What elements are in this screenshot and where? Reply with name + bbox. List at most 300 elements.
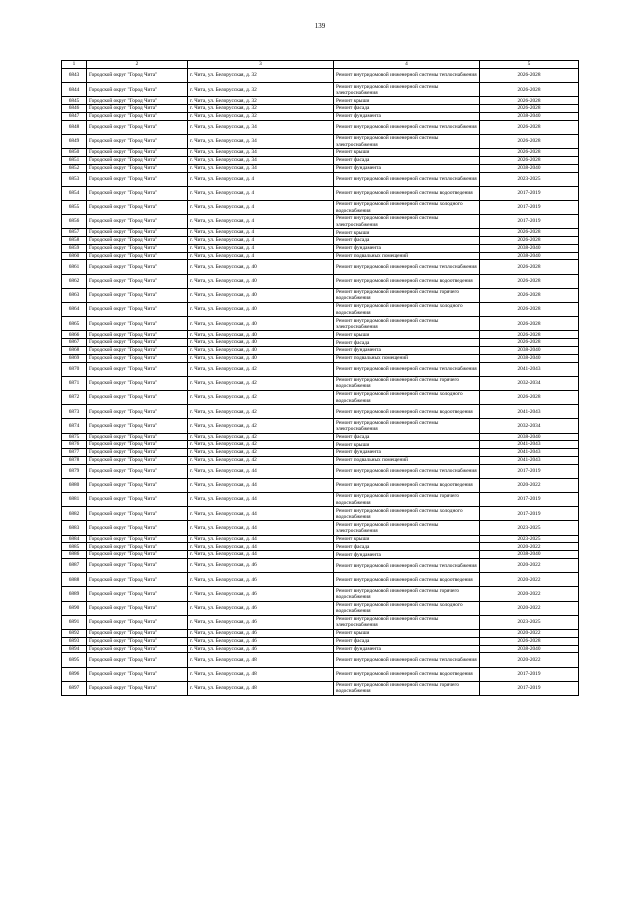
table-row — [62, 681, 579, 695]
period-cell: 2041-2043 — [480, 449, 579, 457]
row-number-cell: 6879 — [62, 464, 87, 478]
address-cell: г. Чита, ул. Белорусская, д. 44 — [188, 535, 334, 543]
municipality-cell: Городской округ "Город Чита" — [87, 69, 188, 83]
work-type-cell: Ремонт крыши — [334, 229, 480, 237]
row-number-cell: 6860 — [62, 252, 87, 260]
period-cell: 2038-2040 — [480, 354, 579, 362]
row-number-cell: 6864 — [62, 303, 87, 317]
row-number-cell: 6845 — [62, 97, 87, 105]
address-cell: г. Чита, ул. Белорусская, д. 42 — [188, 390, 334, 404]
municipality-cell: Городской округ "Город Чита" — [87, 449, 188, 457]
work-type-cell: Ремонт крыши — [334, 149, 480, 157]
work-type-cell: Ремонт внутридомовой инженерной системы теплоснабжения — [334, 172, 480, 186]
address-cell: г. Чита, ул. Белорусская, д. 4 — [188, 215, 334, 229]
work-type-cell: Ремонт фундамента — [334, 347, 480, 355]
row-number-cell: 6882 — [62, 507, 87, 521]
work-type-cell: Ремонт внутридомовой инженерной системы электроснабжения — [334, 615, 480, 629]
table-row — [62, 303, 579, 317]
period-cell: 2026-2028 — [480, 274, 579, 288]
table-row — [62, 172, 579, 186]
address-cell: г. Чита, ул. Белорусская, д. 48 — [188, 667, 334, 681]
municipality-cell: Городской округ "Город Чита" — [87, 149, 188, 157]
period-cell: 2026-2028 — [480, 237, 579, 245]
municipality-cell: Городской округ "Город Чита" — [87, 456, 188, 464]
row-number-cell: 6848 — [62, 120, 87, 134]
work-type-cell: Ремонт внутридомовой инженерной системы водоотведения — [334, 478, 480, 492]
address-cell: г. Чита, ул. Белорусская, д. 44 — [188, 543, 334, 551]
work-type-cell: Ремонт фундамента — [334, 645, 480, 653]
work-type-cell: Ремонт крыши — [334, 331, 480, 339]
municipality-cell: Городской округ "Город Чита" — [87, 260, 188, 274]
row-number-cell: 6883 — [62, 521, 87, 535]
municipality-cell: Городской округ "Город Чита" — [87, 681, 188, 695]
address-cell: г. Чита, ул. Белорусская, д. 32 — [188, 112, 334, 120]
period-cell: 2026-2028 — [480, 331, 579, 339]
address-cell: г. Чита, ул. Белорусская, д. 42 — [188, 362, 334, 376]
period-cell: 2026-2028 — [480, 105, 579, 113]
period-cell: 2017-2019 — [480, 681, 579, 695]
address-cell: г. Чита, ул. Белорусская, д. 40 — [188, 274, 334, 288]
municipality-cell: Городской округ "Город Чита" — [87, 229, 188, 237]
address-cell: г. Чита, ул. Белорусская, д. 46 — [188, 615, 334, 629]
work-type-cell: Ремонт внутридомовой инженерной системы электроснабжения — [334, 83, 480, 97]
row-number-cell: 6867 — [62, 339, 87, 347]
municipality-cell: Городской округ "Город Чита" — [87, 667, 188, 681]
table-row — [62, 573, 579, 587]
work-type-cell: Ремонт фасада — [334, 156, 480, 164]
table-row — [62, 376, 579, 390]
table-row — [62, 149, 579, 157]
period-cell: 2026-2028 — [480, 229, 579, 237]
row-number-cell: 6843 — [62, 69, 87, 83]
period-cell: 2038-2040 — [480, 164, 579, 172]
address-cell: г. Чита, ул. Белорусская, д. 34 — [188, 134, 334, 148]
table-row — [62, 274, 579, 288]
period-cell: 2032-2034 — [480, 376, 579, 390]
address-cell: г. Чита, ул. Белорусская, д. 46 — [188, 559, 334, 573]
period-cell: 2023-2025 — [480, 521, 579, 535]
municipality-cell: Городской округ "Город Чита" — [87, 587, 188, 601]
row-number-cell: 6866 — [62, 331, 87, 339]
row-number-cell: 6894 — [62, 645, 87, 653]
row-number-cell: 6853 — [62, 172, 87, 186]
municipality-cell: Городской округ "Город Чита" — [87, 354, 188, 362]
work-type-cell: Ремонт внутридомовой инженерной системы водоотведения — [334, 186, 480, 200]
period-cell: 2020-2022 — [480, 629, 579, 637]
table-row — [62, 354, 579, 362]
period-cell: 2026-2028 — [480, 69, 579, 83]
table-row — [62, 551, 579, 559]
address-cell: г. Чита, ул. Белорусская, д. 40 — [188, 317, 334, 331]
municipality-cell: Городской округ "Город Чита" — [87, 134, 188, 148]
work-type-cell: Ремонт внутридомовой инженерной системы теплоснабжения — [334, 120, 480, 134]
period-cell: 2020-2022 — [480, 653, 579, 667]
table-row — [62, 164, 579, 172]
period-cell: 2023-2025 — [480, 535, 579, 543]
row-number-cell: 6890 — [62, 601, 87, 615]
period-cell: 2017-2019 — [480, 464, 579, 478]
table-row — [62, 629, 579, 637]
municipality-cell: Городской округ "Город Чита" — [87, 419, 188, 433]
period-cell: 2020-2022 — [480, 543, 579, 551]
work-type-cell: Ремонт фундамента — [334, 164, 480, 172]
header-cell: 2 — [87, 61, 188, 69]
work-type-cell: Ремонт фасада — [334, 433, 480, 441]
page-number: 139 — [314, 22, 326, 30]
table-row — [62, 69, 579, 83]
table-row — [62, 478, 579, 492]
address-cell: г. Чита, ул. Белорусская, д. 42 — [188, 376, 334, 390]
period-cell: 2017-2019 — [480, 493, 579, 507]
table-row — [62, 543, 579, 551]
address-cell: г. Чита, ул. Белорусская, д. 32 — [188, 105, 334, 113]
address-cell: г. Чита, ул. Белорусская, д. 42 — [188, 419, 334, 433]
row-number-cell: 6859 — [62, 244, 87, 252]
table-row — [62, 559, 579, 573]
row-number-cell: 6857 — [62, 229, 87, 237]
row-number-cell: 6885 — [62, 543, 87, 551]
work-type-cell: Ремонт внутридомовой инженерной системы холодного водоснабжения — [334, 390, 480, 404]
municipality-cell: Городской округ "Город Чита" — [87, 164, 188, 172]
address-cell: г. Чита, ул. Белорусская, д. 42 — [188, 433, 334, 441]
address-cell: г. Чита, ул. Белорусская, д. 42 — [188, 441, 334, 449]
table-row — [62, 456, 579, 464]
period-cell: 2026-2028 — [480, 317, 579, 331]
period-cell: 2023-2025 — [480, 172, 579, 186]
address-cell: г. Чита, ул. Белорусская, д. 40 — [188, 339, 334, 347]
municipality-cell: Городской округ "Город Чита" — [87, 376, 188, 390]
period-cell: 2038-2040 — [480, 244, 579, 252]
row-number-cell: 6891 — [62, 615, 87, 629]
work-type-cell: Ремонт внутридомовой инженерной системы холодного водоснабжения — [334, 200, 480, 214]
work-type-cell: Ремонт внутридомовой инженерной системы теплоснабжения — [334, 362, 480, 376]
table-row — [62, 347, 579, 355]
table-row — [62, 260, 579, 274]
period-cell: 2020-2022 — [480, 601, 579, 615]
row-number-cell: 6877 — [62, 449, 87, 457]
work-type-cell: Ремонт фундамента — [334, 551, 480, 559]
period-cell: 2017-2019 — [480, 186, 579, 200]
row-number-cell: 6895 — [62, 653, 87, 667]
address-cell: г. Чита, ул. Белорусская, д. 42 — [188, 449, 334, 457]
row-number-cell: 6880 — [62, 478, 87, 492]
municipality-cell: Городской округ "Город Чита" — [87, 507, 188, 521]
municipality-cell: Городской округ "Город Чита" — [87, 405, 188, 419]
table-row — [62, 521, 579, 535]
address-cell: г. Чита, ул. Белорусская, д. 32 — [188, 69, 334, 83]
municipality-cell: Городской округ "Город Чита" — [87, 551, 188, 559]
row-number-cell: 6872 — [62, 390, 87, 404]
work-type-cell: Ремонт фасада — [334, 637, 480, 645]
period-cell: 2038-2040 — [480, 551, 579, 559]
header-cell: 4 — [334, 61, 480, 69]
table-row — [62, 615, 579, 629]
table-row — [62, 433, 579, 441]
municipality-cell: Городской округ "Город Чита" — [87, 237, 188, 245]
address-cell: г. Чита, ул. Белорусская, д. 34 — [188, 164, 334, 172]
table-row — [62, 229, 579, 237]
address-cell: г. Чита, ул. Белорусская, д. 46 — [188, 573, 334, 587]
period-cell: 2020-2022 — [480, 478, 579, 492]
table-row — [62, 390, 579, 404]
work-type-cell: Ремонт внутридомовой инженерной системы теплоснабжения — [334, 260, 480, 274]
municipality-cell: Городской округ "Город Чита" — [87, 288, 188, 302]
work-type-cell: Ремонт внутридомовой инженерной системы горячего водоснабжения — [334, 493, 480, 507]
table-row — [62, 317, 579, 331]
municipality-cell: Городской округ "Город Чита" — [87, 559, 188, 573]
table-row — [62, 339, 579, 347]
municipality-cell: Городской округ "Город Чита" — [87, 433, 188, 441]
row-number-cell: 6886 — [62, 551, 87, 559]
municipality-cell: Городской округ "Город Чита" — [87, 97, 188, 105]
table-row — [62, 186, 579, 200]
work-type-cell: Ремонт внутридомовой инженерной системы электроснабжения — [334, 134, 480, 148]
row-number-cell: 6887 — [62, 559, 87, 573]
municipality-cell: Городской округ "Город Чита" — [87, 493, 188, 507]
municipality-cell: Городской округ "Город Чита" — [87, 331, 188, 339]
table-row — [62, 83, 579, 97]
address-cell: г. Чита, ул. Белорусская, д. 46 — [188, 629, 334, 637]
period-cell: 2038-2040 — [480, 112, 579, 120]
address-cell: г. Чита, ул. Белорусская, д. 4 — [188, 237, 334, 245]
work-type-cell: Ремонт фасада — [334, 237, 480, 245]
table-row — [62, 587, 579, 601]
work-type-cell: Ремонт внутридомовой инженерной системы водоотведения — [334, 274, 480, 288]
work-type-cell: Ремонт внутридомовой инженерной системы электроснабжения — [334, 215, 480, 229]
municipality-cell: Городской округ "Город Чита" — [87, 186, 188, 200]
table-row — [62, 449, 579, 457]
work-type-cell: Ремонт крыши — [334, 629, 480, 637]
period-cell: 2041-2043 — [480, 362, 579, 376]
address-cell: г. Чита, ул. Белорусская, д. 4 — [188, 186, 334, 200]
row-number-cell: 6861 — [62, 260, 87, 274]
work-type-cell: Ремонт подвальных помещений — [334, 354, 480, 362]
municipality-cell: Городской округ "Город Чита" — [87, 83, 188, 97]
row-number-cell: 6851 — [62, 156, 87, 164]
address-cell: г. Чита, ул. Белорусская, д. 44 — [188, 521, 334, 535]
period-cell: 2038-2040 — [480, 433, 579, 441]
address-cell: г. Чита, ул. Белорусская, д. 4 — [188, 252, 334, 260]
address-cell: г. Чита, ул. Белорусская, д. 4 — [188, 200, 334, 214]
table-row — [62, 464, 579, 478]
address-cell: г. Чита, ул. Белорусская, д. 42 — [188, 456, 334, 464]
row-number-cell: 6888 — [62, 573, 87, 587]
municipality-cell: Городской округ "Город Чита" — [87, 317, 188, 331]
row-number-cell: 6881 — [62, 493, 87, 507]
row-number-cell: 6893 — [62, 637, 87, 645]
municipality-cell: Городской округ "Город Чита" — [87, 629, 188, 637]
period-cell: 2026-2028 — [480, 339, 579, 347]
municipality-cell: Городской округ "Город Чита" — [87, 252, 188, 260]
table-row — [62, 441, 579, 449]
period-cell: 2041-2043 — [480, 405, 579, 419]
row-number-cell: 6847 — [62, 112, 87, 120]
address-cell: г. Чита, ул. Белорусская, д. 34 — [188, 120, 334, 134]
row-number-cell: 6855 — [62, 200, 87, 214]
period-cell: 2026-2028 — [480, 303, 579, 317]
period-cell: 2017-2019 — [480, 215, 579, 229]
municipality-cell: Городской округ "Город Чита" — [87, 645, 188, 653]
address-cell: г. Чита, ул. Белорусская, д. 42 — [188, 405, 334, 419]
period-cell: 2026-2028 — [480, 260, 579, 274]
table-body — [62, 69, 579, 696]
municipality-cell: Городской округ "Город Чита" — [87, 120, 188, 134]
row-number-cell: 6892 — [62, 629, 87, 637]
municipality-cell: Городской округ "Город Чита" — [87, 464, 188, 478]
period-cell: 2017-2019 — [480, 507, 579, 521]
period-cell: 2038-2040 — [480, 645, 579, 653]
municipality-cell: Городской округ "Город Чита" — [87, 478, 188, 492]
work-type-cell: Ремонт внутридомовой инженерной системы горячего водоснабжения — [334, 288, 480, 302]
work-type-cell: Ремонт фасада — [334, 543, 480, 551]
period-cell: 2038-2040 — [480, 252, 579, 260]
municipality-cell: Городской округ "Город Чита" — [87, 105, 188, 113]
work-type-cell: Ремонт внутридомовой инженерной системы водоотведения — [334, 573, 480, 587]
table-row — [62, 637, 579, 645]
work-type-cell: Ремонт внутридомовой инженерной системы водоотведения — [334, 405, 480, 419]
header-cell: 1 — [62, 61, 87, 69]
work-type-cell: Ремонт подвальных помещений — [334, 252, 480, 260]
work-type-cell: Ремонт внутридомовой инженерной системы электроснабжения — [334, 317, 480, 331]
municipality-cell: Городской округ "Город Чита" — [87, 215, 188, 229]
address-cell: г. Чита, ул. Белорусская, д. 32 — [188, 97, 334, 105]
municipality-cell: Городской округ "Город Чита" — [87, 156, 188, 164]
header-row — [62, 61, 579, 69]
work-type-cell: Ремонт фундамента — [334, 112, 480, 120]
table-row — [62, 105, 579, 113]
row-number-cell: 6844 — [62, 83, 87, 97]
address-cell: г. Чита, ул. Белорусская, д. 34 — [188, 156, 334, 164]
row-number-cell: 6871 — [62, 376, 87, 390]
address-cell: г. Чита, ул. Белорусская, д. 32 — [188, 83, 334, 97]
header-cell: 5 — [480, 61, 579, 69]
table-row — [62, 667, 579, 681]
municipality-cell: Городской округ "Город Чита" — [87, 441, 188, 449]
table-row — [62, 535, 579, 543]
work-type-cell: Ремонт фундамента — [334, 244, 480, 252]
table-row — [62, 405, 579, 419]
work-type-cell: Ремонт внутридомовой инженерной системы теплоснабжения — [334, 559, 480, 573]
work-type-cell: Ремонт внутридомовой инженерной системы горячего водоснабжения — [334, 681, 480, 695]
row-number-cell: 6896 — [62, 667, 87, 681]
municipality-cell: Городской округ "Город Чита" — [87, 390, 188, 404]
work-type-cell: Ремонт подвальных помещений — [334, 456, 480, 464]
municipality-cell: Городской округ "Город Чита" — [87, 200, 188, 214]
work-type-cell: Ремонт внутридомовой инженерной системы холодного водоснабжения — [334, 507, 480, 521]
table-row — [62, 331, 579, 339]
address-cell: г. Чита, ул. Белорусская, д. 4 — [188, 244, 334, 252]
municipality-cell: Городской округ "Город Чита" — [87, 339, 188, 347]
work-type-cell: Ремонт фасада — [334, 105, 480, 113]
address-cell: г. Чита, ул. Белорусская, д. 48 — [188, 681, 334, 695]
address-cell: г. Чита, ул. Белорусская, д. 40 — [188, 303, 334, 317]
work-type-cell: Ремонт фундамента — [334, 449, 480, 457]
address-cell: г. Чита, ул. Белорусская, д. 44 — [188, 478, 334, 492]
address-cell: г. Чита, ул. Белорусская, д. 4 — [188, 172, 334, 186]
row-number-cell: 6875 — [62, 433, 87, 441]
table-row — [62, 252, 579, 260]
work-type-cell: Ремонт крыши — [334, 441, 480, 449]
table-row — [62, 601, 579, 615]
work-type-cell: Ремонт внутридомовой инженерной системы электроснабжения — [334, 419, 480, 433]
work-type-cell: Ремонт внутридомовой инженерной системы электроснабжения — [334, 521, 480, 535]
period-cell: 2026-2028 — [480, 288, 579, 302]
row-number-cell: 6873 — [62, 405, 87, 419]
period-cell: 2020-2022 — [480, 573, 579, 587]
work-type-cell: Ремонт внутридомовой инженерной системы горячего водоснабжения — [334, 587, 480, 601]
period-cell: 2041-2043 — [480, 441, 579, 449]
table-row — [62, 362, 579, 376]
period-cell: 2026-2028 — [480, 97, 579, 105]
address-cell: г. Чита, ул. Белорусская, д. 48 — [188, 653, 334, 667]
address-cell: г. Чита, ул. Белорусская, д. 4 — [188, 229, 334, 237]
address-cell: г. Чита, ул. Белорусская, д. 44 — [188, 551, 334, 559]
table-row — [62, 200, 579, 214]
work-type-cell: Ремонт внутридомовой инженерной системы теплоснабжения — [334, 653, 480, 667]
municipality-cell: Городской округ "Город Чита" — [87, 303, 188, 317]
row-number-cell: 6874 — [62, 419, 87, 433]
period-cell: 2026-2028 — [480, 149, 579, 157]
address-cell: г. Чита, ул. Белорусская, д. 46 — [188, 587, 334, 601]
row-number-cell: 6849 — [62, 134, 87, 148]
work-type-cell: Ремонт внутридомовой инженерной системы теплоснабжения — [334, 69, 480, 83]
table-row — [62, 288, 579, 302]
table-row — [62, 244, 579, 252]
address-cell: г. Чита, ул. Белорусская, д. 40 — [188, 354, 334, 362]
work-type-cell: Ремонт внутридомовой инженерной системы горячего водоснабжения — [334, 376, 480, 390]
row-number-cell: 6862 — [62, 274, 87, 288]
row-number-cell: 6858 — [62, 237, 87, 245]
period-cell: 2038-2040 — [480, 347, 579, 355]
address-cell: г. Чита, ул. Белорусская, д. 34 — [188, 149, 334, 157]
period-cell: 2026-2028 — [480, 83, 579, 97]
period-cell: 2026-2028 — [480, 390, 579, 404]
period-cell: 2026-2028 — [480, 637, 579, 645]
row-number-cell: 6850 — [62, 149, 87, 157]
work-type-cell: Ремонт крыши — [334, 97, 480, 105]
row-number-cell: 6856 — [62, 215, 87, 229]
work-type-cell: Ремонт фасада — [334, 339, 480, 347]
table-row — [62, 156, 579, 164]
address-cell: г. Чита, ул. Белорусская, д. 46 — [188, 637, 334, 645]
address-cell: г. Чита, ул. Белорусская, д. 44 — [188, 464, 334, 478]
table-row — [62, 215, 579, 229]
repair-schedule-table — [61, 60, 579, 696]
period-cell: 2020-2022 — [480, 559, 579, 573]
table-row — [62, 112, 579, 120]
row-number-cell: 6863 — [62, 288, 87, 302]
period-cell: 2017-2019 — [480, 200, 579, 214]
municipality-cell: Городской округ "Город Чита" — [87, 244, 188, 252]
municipality-cell: Городской округ "Город Чита" — [87, 601, 188, 615]
row-number-cell: 6852 — [62, 164, 87, 172]
table-row — [62, 97, 579, 105]
municipality-cell: Городской округ "Город Чита" — [87, 172, 188, 186]
row-number-cell: 6878 — [62, 456, 87, 464]
address-cell: г. Чита, ул. Белорусская, д. 40 — [188, 347, 334, 355]
address-cell: г. Чита, ул. Белорусская, д. 44 — [188, 493, 334, 507]
table-row — [62, 134, 579, 148]
row-number-cell: 6870 — [62, 362, 87, 376]
period-cell: 2017-2019 — [480, 667, 579, 681]
municipality-cell: Городской округ "Город Чита" — [87, 362, 188, 376]
table-row — [62, 419, 579, 433]
table-row — [62, 507, 579, 521]
row-number-cell: 6854 — [62, 186, 87, 200]
address-cell: г. Чита, ул. Белорусская, д. 40 — [188, 331, 334, 339]
municipality-cell: Городской округ "Город Чита" — [87, 637, 188, 645]
table-row — [62, 653, 579, 667]
